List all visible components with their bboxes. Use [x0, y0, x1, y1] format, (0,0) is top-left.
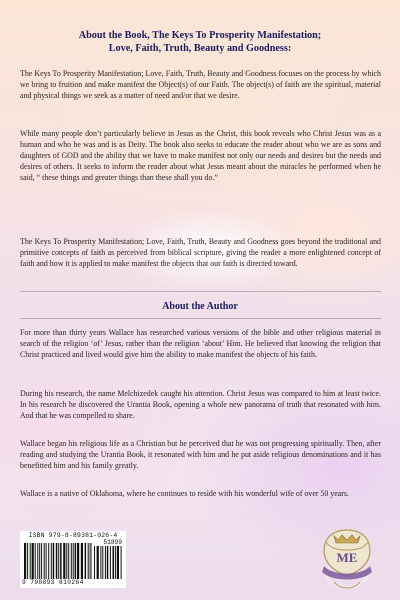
book-paragraph-2: While many people don’t particularly believe in Jesus as the Christ, this book reveals who Christ Jesus was as a human and who he was and is as Deity. The book also seeks to educate the reader about who we are as sons and daughters of GOD and the ability that we have to make manifest not only our needs and desires but the needs and desires of others. It seeks to inform the reader about what Jesus meant about the miracles he performed when he said, “ these things and greater things than these shall you do.”	[20, 129, 381, 183]
barcode-bars	[24, 543, 92, 579]
barcode-digits: 9 798893 810264	[22, 579, 84, 586]
author-paragraph-2: During his research, the name Melchizedek caught his attention. Christ Jesus was compared to him at least twice. In his research he discovered the Urantia Book, opening a whole new panorama of truth that resonated with him. And that he was compelled to share.	[20, 389, 381, 421]
author-paragraph-1: For more than thirty years Wallace has researched various versions of the bible and other religious material in search of the religion ‘of’ Jesus, rather than the religion ‘about’ Him. He believed that knowing the religion that Christ practiced and lived would give him the ability to make manifest the objects of his faith.	[20, 328, 381, 360]
book-paragraph-1: The Keys To Prosperity Manifestation; Love, Faith, Truth, Beauty and Goodness focuses on the process by which we bring to fruition and make manifest the Object(s) of our Faith. The object(s) of faith are the spiritual, material and physical things we seek as a matter of need and/or that we desire.	[20, 69, 381, 101]
section-divider-bottom	[20, 318, 381, 319]
book-paragraph-3: The Keys To Prosperity Manifestation; Love, Faith, Truth, Beauty and Goodness goes beyond the traditional and primitive concepts of faith as perceived from biblical scripture, giving the reader a more enlightened concept of faith and how it is applied to make manifest the objects that our faith is directed toward.	[20, 237, 381, 269]
author-paragraph-4: Wallace is a native of Oklahoma, where he continues to reside with his wonderful wife of over 50 years.	[20, 489, 349, 498]
addon-barcode-bars	[94, 546, 122, 579]
price-code: 51899	[103, 539, 122, 546]
book-heading-line-2: Love, Faith, Truth, Beauty and Goodness:	[108, 43, 292, 55]
author-section-heading: About the Author	[162, 301, 238, 312]
section-divider-top	[20, 291, 381, 292]
isbn-barcode	[20, 531, 126, 588]
book-section-heading	[40, 29, 360, 55]
logo-initials: ME	[336, 550, 358, 565]
isbn-label: ISBN 979-8-89381-026-4	[28, 532, 118, 539]
publisher-logo	[312, 526, 382, 592]
book-heading-line-1: About the Book, The Keys To Prosperity Manifestation;	[78, 30, 322, 41]
author-paragraph-3: Wallace began his religious life as a Christian but he perceived that he was not progressing spiritually. Then, after reading and studying the Urantia Book, it resonated with him and he put aside religious denominations and it has benefitted him and his family greatly.	[20, 439, 381, 471]
logo-arc-text: MILLENNIAL EXCELLENCE	[324, 575, 370, 590]
